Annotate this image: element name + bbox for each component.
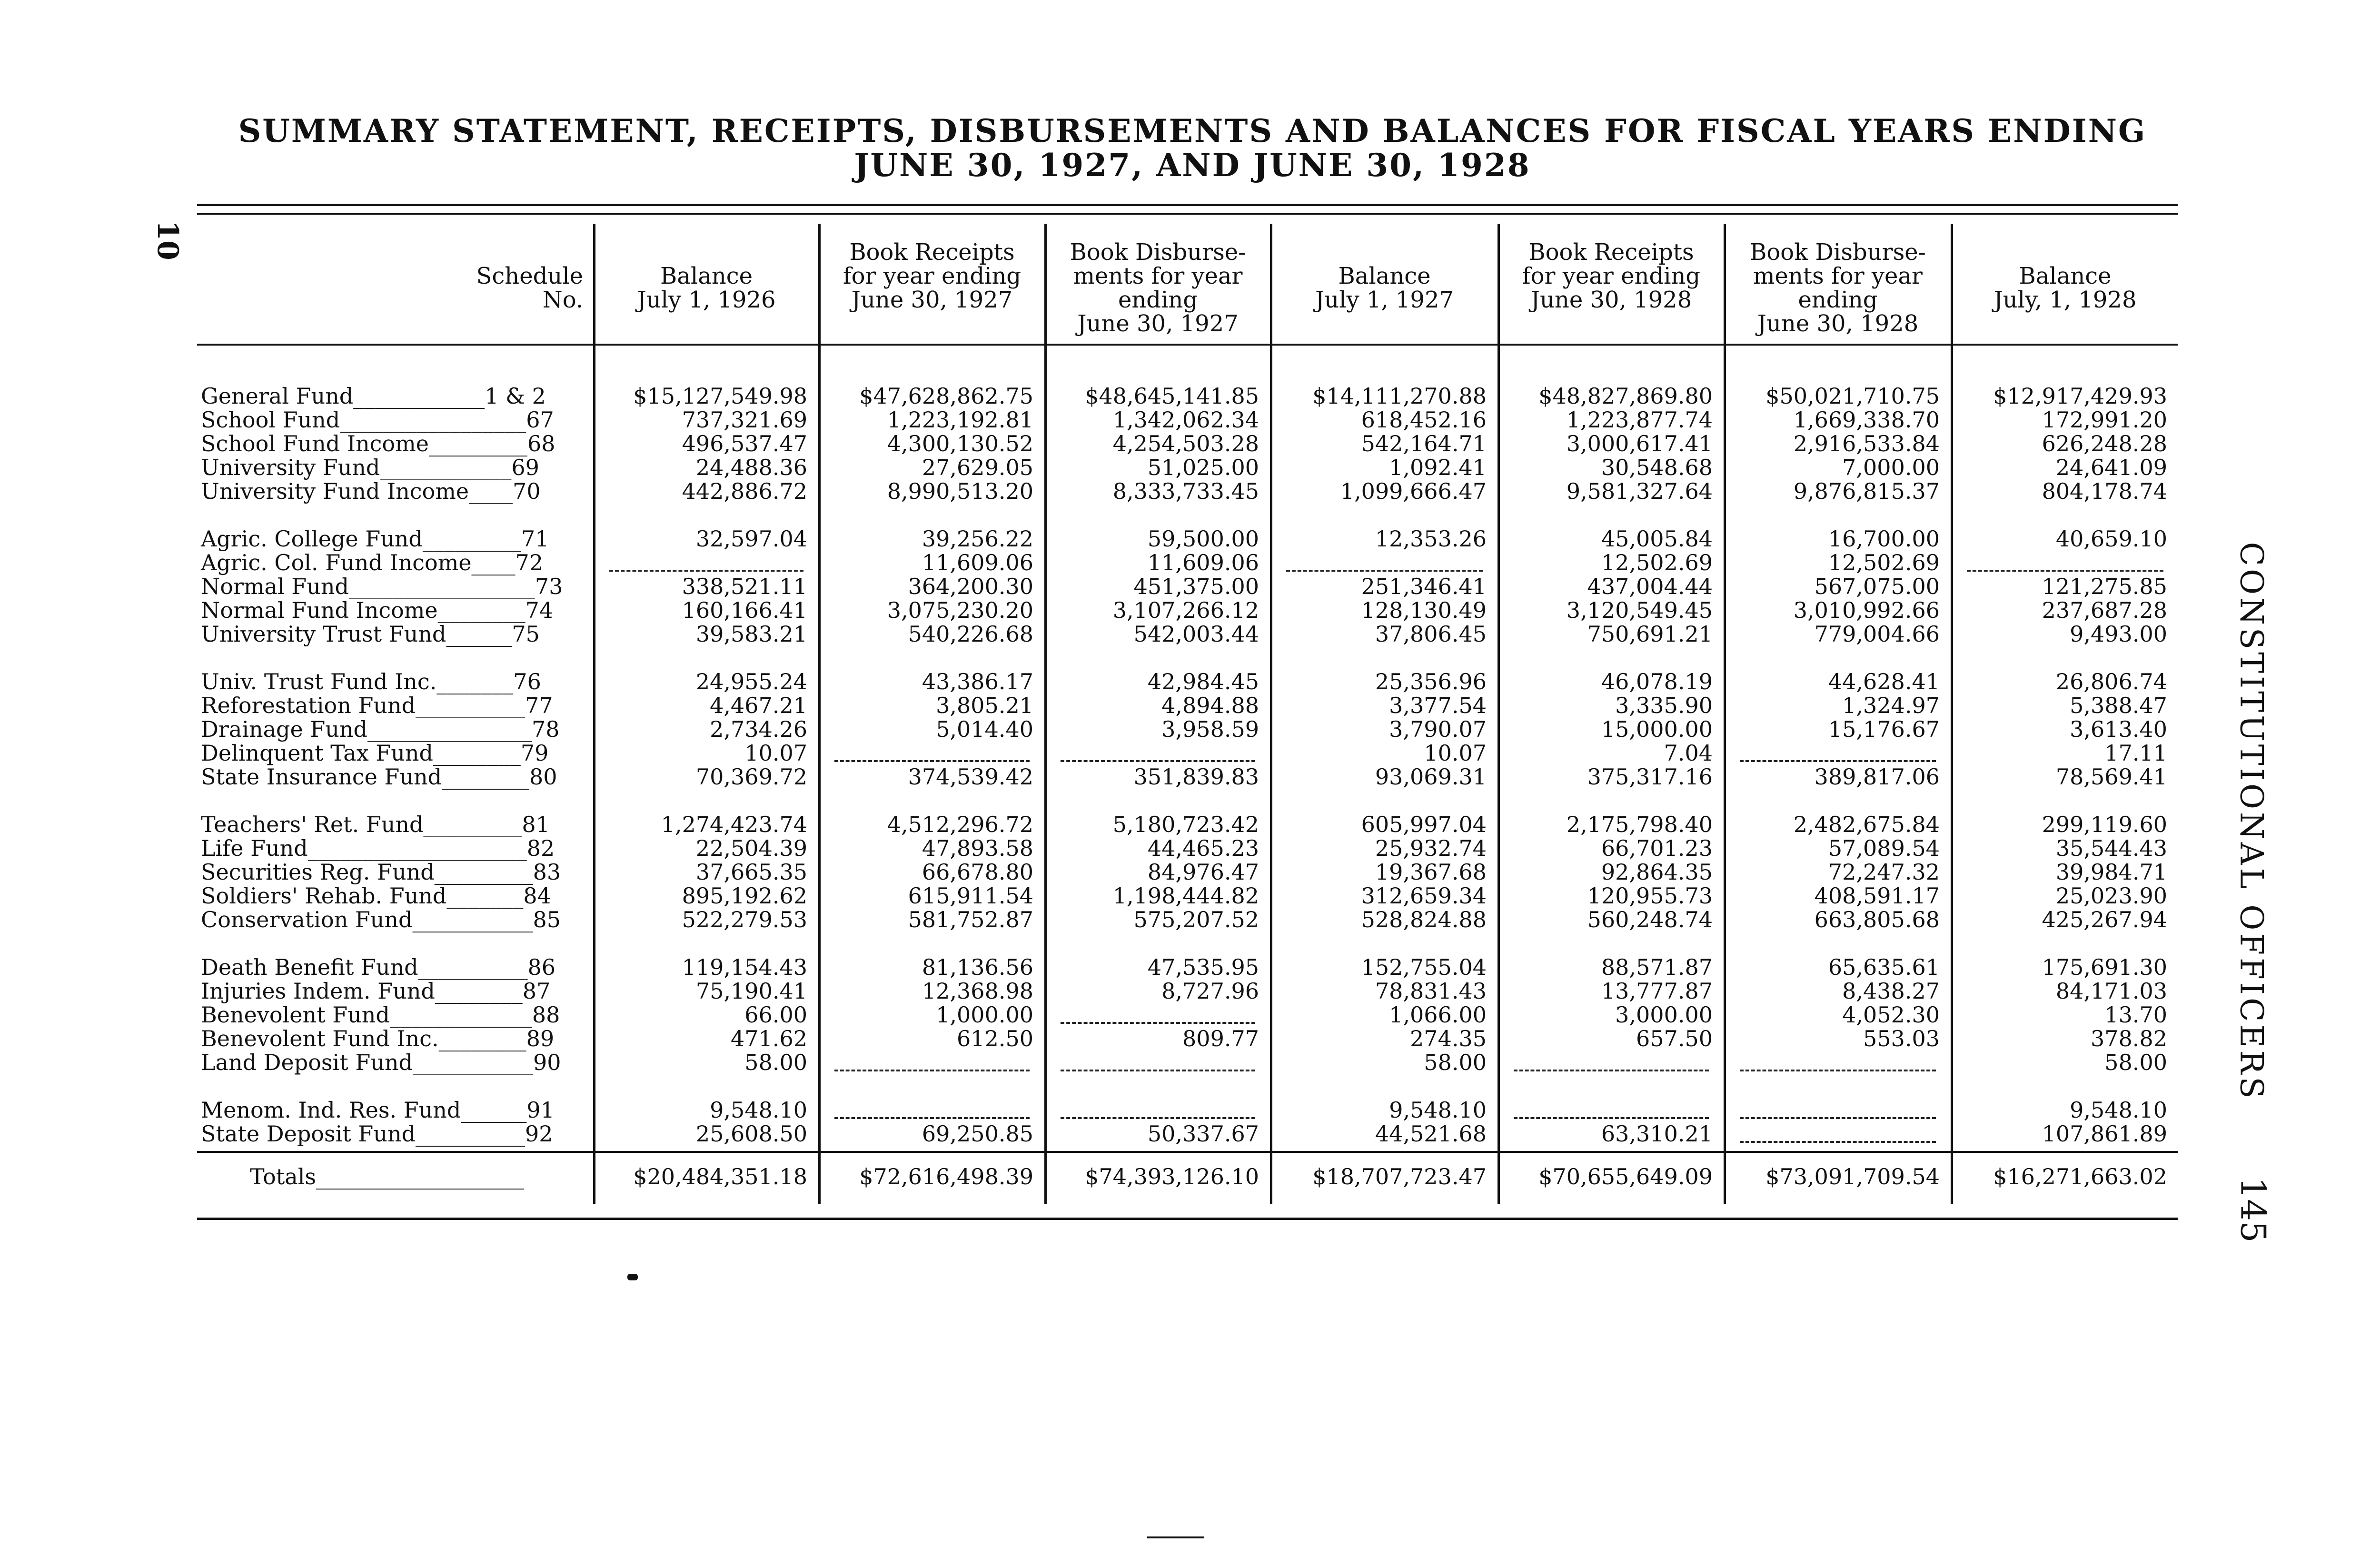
value-cell: 2,916,533.84 [1793,431,1940,456]
top-rule-1 [197,204,2178,206]
totals-cell: $20,484,351.18 [633,1164,807,1189]
header-line: ments for year [1073,263,1243,289]
value-cell: 66,701.23 [1601,835,1713,861]
value-cell: 13.70 [2104,1002,2167,1028]
value-cell: 3,377.54 [1389,693,1487,718]
value-cell: 81,136.56 [922,954,1033,980]
value-cell: 84,976.47 [1147,859,1259,885]
value-cell: 12,502.69 [1828,550,1940,575]
header-line: Book Receipts [849,239,1015,266]
value-cell: 1,274,423.74 [661,812,807,837]
value-cell: 160,166.41 [682,597,807,623]
header-line: June 30, 1928 [1530,287,1692,313]
value-cell: 58.00 [2104,1050,2167,1075]
header-line: Balance [1338,263,1431,289]
value-cell: 1,066.00 [1389,1002,1487,1028]
totals-cell: $73,091,709.54 [1765,1164,1940,1189]
value-cell: 575,207.52 [1133,907,1259,932]
value-cell: 389,817.06 [1814,764,1940,790]
value-cell: 9,548.10 [2070,1097,2167,1123]
value-cell: 374,539.42 [908,764,1033,790]
value-cell: 626,248.28 [2042,431,2167,456]
value-cell: 3,613.40 [2070,716,2167,742]
value-cell: 65,635.61 [1828,954,1940,980]
row-label: Benevolent Fund_____________88 [201,1002,560,1028]
side-section-title: CONSTITUTIONAL OFFICERS [2233,542,2270,1101]
value-cell: 338,521.11 [682,574,807,599]
value-cell: 451,375.00 [1133,574,1259,599]
value-cell: 2,175,798.40 [1566,812,1713,837]
header-line: Schedule [476,263,583,289]
value-cell: 26,806.74 [2055,669,2167,694]
header-line: ments for year [1753,263,1923,289]
value-cell: 4,052.30 [1842,1002,1940,1028]
bottom-edge-line [1147,1536,1204,1538]
value-cell: 542,003.44 [1133,621,1259,647]
value-cell: 605,997.04 [1361,812,1487,837]
value-cell: 17.11 [2104,740,2167,766]
header-line: June 30, 1928 [1757,310,1919,337]
value-cell: 44,521.68 [1375,1121,1487,1147]
row-label: Reforestation Fund__________77 [201,693,553,718]
value-cell: 553.03 [1863,1026,1940,1051]
row-label: Benevolent Fund Inc.________89 [201,1026,555,1051]
value-cell: 78,569.41 [2055,764,2167,790]
value-cell: 612.50 [957,1026,1033,1051]
empty-cell-dashes [1514,1117,1709,1119]
value-cell: 152,755.04 [1361,954,1487,980]
value-cell: 4,512,296.72 [887,812,1033,837]
value-cell: 78,831.43 [1375,978,1487,1004]
value-cell: 299,119.60 [2042,812,2167,837]
value-cell: 9,493.00 [2070,621,2167,647]
value-cell: 44,465.23 [1147,835,1259,861]
value-cell: 3,075,230.20 [887,597,1033,623]
totals-cell: $18,707,723.47 [1312,1164,1487,1189]
row-label: Menom. Ind. Res. Fund______91 [201,1097,555,1123]
page-number: 145 [2233,1177,2273,1243]
value-cell: 737,321.69 [682,407,807,433]
value-cell: 72,247.32 [1828,859,1940,885]
value-cell: 1,198,444.82 [1112,883,1259,909]
row-label: Death Benefit Fund__________86 [201,954,556,980]
value-cell: 9,548.10 [1389,1097,1487,1123]
value-cell: 7,000.00 [1842,455,1940,480]
header-line: Book Receipts [1528,239,1694,266]
value-cell: 581,752.87 [908,907,1033,932]
value-cell: 121,275.85 [2042,574,2167,599]
header-line: Book Disburse- [1070,239,1246,266]
value-cell: 120,955.73 [1587,883,1713,909]
title-line-2: JUNE 30, 1927, AND JUNE 30, 1928 [854,147,1531,184]
bottom-rule [197,1218,2178,1220]
header-line: Book Disburse- [1750,239,1926,266]
value-cell: 50,337.67 [1147,1121,1259,1147]
value-cell: 92,864.35 [1601,859,1713,885]
value-cell: 35,544.43 [2055,835,2167,861]
value-cell: 895,192.62 [682,883,807,909]
value-cell: 12,502.69 [1601,550,1713,575]
row-label: University Trust Fund______75 [201,621,540,647]
value-cell: $50,021,710.75 [1765,383,1940,409]
header-rule [197,344,2178,346]
value-cell: 1,223,877.74 [1566,407,1713,433]
value-cell: 1,342,062.34 [1112,407,1259,433]
value-cell: 39,984.71 [2055,859,2167,885]
empty-cell-dashes [1740,1070,1936,1071]
row-label: Life Fund____________________82 [201,835,555,861]
value-cell: 471.62 [731,1026,807,1051]
value-cell: 5,180,723.42 [1112,812,1259,837]
value-cell: 3,000.00 [1615,1002,1713,1028]
column-header [1499,240,1723,312]
row-label: Land Deposit Fund___________90 [201,1050,561,1075]
row-label: Normal Fund Income________74 [201,597,554,623]
empty-cell-dashes [834,1070,1030,1071]
row-label: School Fund Income_________68 [201,431,555,456]
totals-rule [197,1151,2178,1153]
value-cell: 69,250.85 [922,1121,1033,1147]
value-cell: 25,608.50 [695,1121,807,1147]
value-cell: 5,388.47 [2070,693,2167,718]
value-cell: 58.00 [744,1050,807,1075]
ink-mark [627,1274,638,1280]
value-cell: 437,004.44 [1587,574,1713,599]
value-cell: 24,955.24 [695,669,807,694]
column-header [1046,240,1269,336]
value-cell: 47,893.58 [922,835,1033,861]
empty-cell-dashes [1740,760,1936,762]
empty-cell-dashes [1061,760,1255,762]
value-cell: 30,548.68 [1601,455,1713,480]
value-cell: 39,583.21 [695,621,807,647]
row-label: Agric. Col. Fund Income____72 [201,550,544,575]
left-page-mark: 10 [150,220,184,260]
empty-cell-dashes [609,570,803,572]
top-rule-2 [197,213,2178,215]
value-cell: 45,005.84 [1601,526,1713,552]
value-cell: 15,176.67 [1828,716,1940,742]
value-cell: 560,248.74 [1587,907,1713,932]
value-cell: 663,805.68 [1814,907,1940,932]
header-line: Balance [2019,263,2112,289]
empty-cell-dashes [834,1117,1030,1119]
value-cell: $48,645,141.85 [1085,383,1259,409]
value-cell: 496,537.47 [682,431,807,456]
value-cell: 75,190.41 [695,978,807,1004]
header-line: Balance [660,263,753,289]
value-cell: 25,356.96 [1375,669,1487,694]
value-cell: 47,535.95 [1147,954,1259,980]
value-cell: 425,267.94 [2042,907,2167,932]
empty-cell-dashes [1740,1141,1936,1143]
value-cell: 40,659.10 [2055,526,2167,552]
row-label: University Fund____________69 [201,455,539,480]
value-cell: 364,200.30 [908,574,1033,599]
value-cell: $47,628,862.75 [859,383,1033,409]
value-cell: 8,990,513.20 [887,478,1033,504]
value-cell: 9,581,327.64 [1566,478,1713,504]
value-cell: 8,727.96 [1161,978,1259,1004]
row-label: Drainage Fund_______________78 [201,716,560,742]
value-cell: 58.00 [1424,1050,1487,1075]
totals-cell: $70,655,649.09 [1538,1164,1713,1189]
value-cell: 66,678.80 [922,859,1033,885]
header-line: for year ending [843,263,1021,289]
empty-cell-dashes [1061,1070,1255,1071]
header-line: June 30, 1927 [851,287,1013,313]
value-cell: 70,369.72 [695,764,807,790]
empty-cell-dashes [1061,1022,1255,1024]
value-cell: 1,000.00 [936,1002,1033,1028]
value-cell: 618,452.16 [1361,407,1487,433]
value-cell: 66.00 [744,1002,807,1028]
value-cell: 2,734.26 [710,716,807,742]
value-cell: 22,504.39 [695,835,807,861]
value-cell: 10.07 [744,740,807,766]
value-cell: $12,917,429.93 [1993,383,2167,409]
value-cell: 19,367.68 [1375,859,1487,885]
empty-cell-dashes [1286,570,1483,572]
value-cell: 93,069.31 [1375,764,1487,790]
empty-cell-dashes [1967,570,2163,572]
value-cell: 24,641.09 [2055,455,2167,480]
value-cell: 11,609.06 [1147,550,1259,575]
value-cell: 63,310.21 [1601,1121,1713,1147]
value-cell: 3,335.90 [1615,693,1713,718]
totals-cell: $16,271,663.02 [1993,1164,2167,1189]
value-cell: 37,806.45 [1375,621,1487,647]
value-cell: 128,130.49 [1361,597,1487,623]
value-cell: 172,991.20 [2042,407,2167,433]
row-label: State Deposit Fund__________92 [201,1121,553,1147]
row-label: General Fund____________1 & 2 [201,383,546,409]
column-header [1726,240,1950,336]
value-cell: 378.82 [2091,1026,2167,1051]
value-cell: 25,023.90 [2055,883,2167,909]
value-cell: 1,669,338.70 [1793,407,1940,433]
value-cell: 9,876,815.37 [1793,478,1940,504]
value-cell: 750,691.21 [1587,621,1713,647]
value-cell: 442,886.72 [682,478,807,504]
header-schedule-no [381,264,583,312]
empty-cell-dashes [1514,1070,1709,1071]
header-line: July 1, 1926 [637,287,776,313]
value-cell: 567,075.00 [1814,574,1940,599]
value-cell: 657.50 [1636,1026,1713,1051]
header-line: June 30, 1927 [1077,310,1239,337]
row-label: Conservation Fund___________85 [201,907,561,932]
value-cell: 9,548.10 [710,1097,807,1123]
value-cell: 540,226.68 [908,621,1033,647]
value-cell: 3,000,617.41 [1566,431,1713,456]
value-cell: 3,107,266.12 [1112,597,1259,623]
value-cell: 39,256.22 [922,526,1033,552]
header-line: ending [1118,287,1198,313]
value-cell: 408,591.17 [1814,883,1940,909]
value-cell: 11,609.06 [922,550,1033,575]
value-cell: 804,178.74 [2042,478,2167,504]
row-label: Securities Reg. Fund_________83 [201,859,561,885]
value-cell: 24,488.36 [695,455,807,480]
value-cell: 44,628.41 [1828,669,1940,694]
value-cell: 42,984.45 [1147,669,1259,694]
value-cell: 251,346.41 [1361,574,1487,599]
value-cell: 12,353.26 [1375,526,1487,552]
value-cell: 528,824.88 [1361,907,1487,932]
header-line: ending [1798,287,1878,313]
value-cell: 1,324.97 [1842,693,1940,718]
column-header [820,240,1044,312]
value-cell: 542,164.71 [1361,431,1487,456]
row-label: Univ. Trust Fund Inc._______76 [201,669,541,694]
value-cell: 16,700.00 [1828,526,1940,552]
empty-cell-dashes [1740,1117,1936,1119]
value-cell: 12,368.98 [922,978,1033,1004]
value-cell: 8,333,733.45 [1112,478,1259,504]
value-cell: $15,127,549.98 [633,383,807,409]
row-label: Injuries Indem. Fund________87 [201,978,551,1004]
value-cell: $48,827,869.80 [1538,383,1713,409]
row-label: Delinquent Tax Fund________79 [201,740,549,766]
value-cell: 5,014.40 [936,716,1033,742]
value-cell: 3,010,992.66 [1793,597,1940,623]
value-cell: 7.04 [1664,740,1713,766]
value-cell: 51,025.00 [1147,455,1259,480]
value-cell: 274.35 [1410,1026,1487,1051]
header-line: July 1, 1927 [1315,287,1454,313]
value-cell: 27,629.05 [922,455,1033,480]
value-cell: 10.07 [1424,740,1487,766]
value-cell: 4,894.88 [1161,693,1259,718]
value-cell: 1,099,666.47 [1340,478,1487,504]
value-cell: 84,171.03 [2055,978,2167,1004]
value-cell: 4,254,503.28 [1112,431,1259,456]
value-cell: 1,223,192.81 [887,407,1033,433]
row-label: State Insurance Fund________80 [201,764,557,790]
value-cell: 15,000.00 [1601,716,1713,742]
totals-label: Totals___________________ [250,1164,525,1189]
value-cell: 809.77 [1182,1026,1259,1051]
value-cell: 4,300,130.52 [887,431,1033,456]
value-cell: 88,571.87 [1601,954,1713,980]
totals-cell: $74,393,126.10 [1085,1164,1259,1189]
column-header [595,264,818,312]
row-label: University Fund Income____70 [201,478,541,504]
column-header [1272,264,1497,312]
value-cell: 37,665.35 [695,859,807,885]
value-cell: 237,687.28 [2042,597,2167,623]
value-cell: 312,659.34 [1361,883,1487,909]
value-cell: 522,279.53 [682,907,807,932]
header-line: for year ending [1522,263,1701,289]
value-cell: 615,911.54 [908,883,1033,909]
value-cell: 375,317.16 [1587,764,1713,790]
value-cell: 175,691.30 [2042,954,2167,980]
value-cell: 46,078.19 [1601,669,1713,694]
totals-cell: $72,616,498.39 [859,1164,1033,1189]
value-cell: $14,111,270.88 [1312,383,1487,409]
value-cell: 57,089.54 [1828,835,1940,861]
row-label: Agric. College Fund_________71 [201,526,549,552]
row-label: Normal Fund_________________73 [201,574,563,599]
value-cell: 351,839.83 [1133,764,1259,790]
value-cell: 8,438.27 [1842,978,1940,1004]
column-header [1953,264,2178,312]
value-cell: 3,958.59 [1161,716,1259,742]
header-line: No. [542,287,583,313]
value-cell: 3,120,549.45 [1566,597,1713,623]
empty-cell-dashes [1061,1117,1255,1119]
value-cell: 43,386.17 [922,669,1033,694]
empty-cell-dashes [834,760,1030,762]
value-cell: 3,790.07 [1389,716,1487,742]
value-cell: 2,482,675.84 [1793,812,1940,837]
value-cell: 4,467.21 [710,693,807,718]
header-line: July, 1, 1928 [1993,287,2137,313]
title-line-1: SUMMARY STATEMENT, RECEIPTS, DISBURSEMENTS AND BALANCES FOR FISCAL YEARS ENDING [238,112,2147,149]
value-cell: 32,597.04 [695,526,807,552]
value-cell: 3,805.21 [936,693,1033,718]
value-cell: 1,092.41 [1389,455,1487,480]
value-cell: 107,861.89 [2042,1121,2167,1147]
value-cell: 13,777.87 [1601,978,1713,1004]
row-label: Soldiers' Rehab. Fund_______84 [201,883,551,909]
row-label: School Fund_________________67 [201,407,554,433]
value-cell: 119,154.43 [682,954,807,980]
value-cell: 25,932.74 [1375,835,1487,861]
value-cell: 779,004.66 [1814,621,1940,647]
row-label: Teachers' Ret. Fund_________81 [201,812,550,837]
value-cell: 59,500.00 [1147,526,1259,552]
